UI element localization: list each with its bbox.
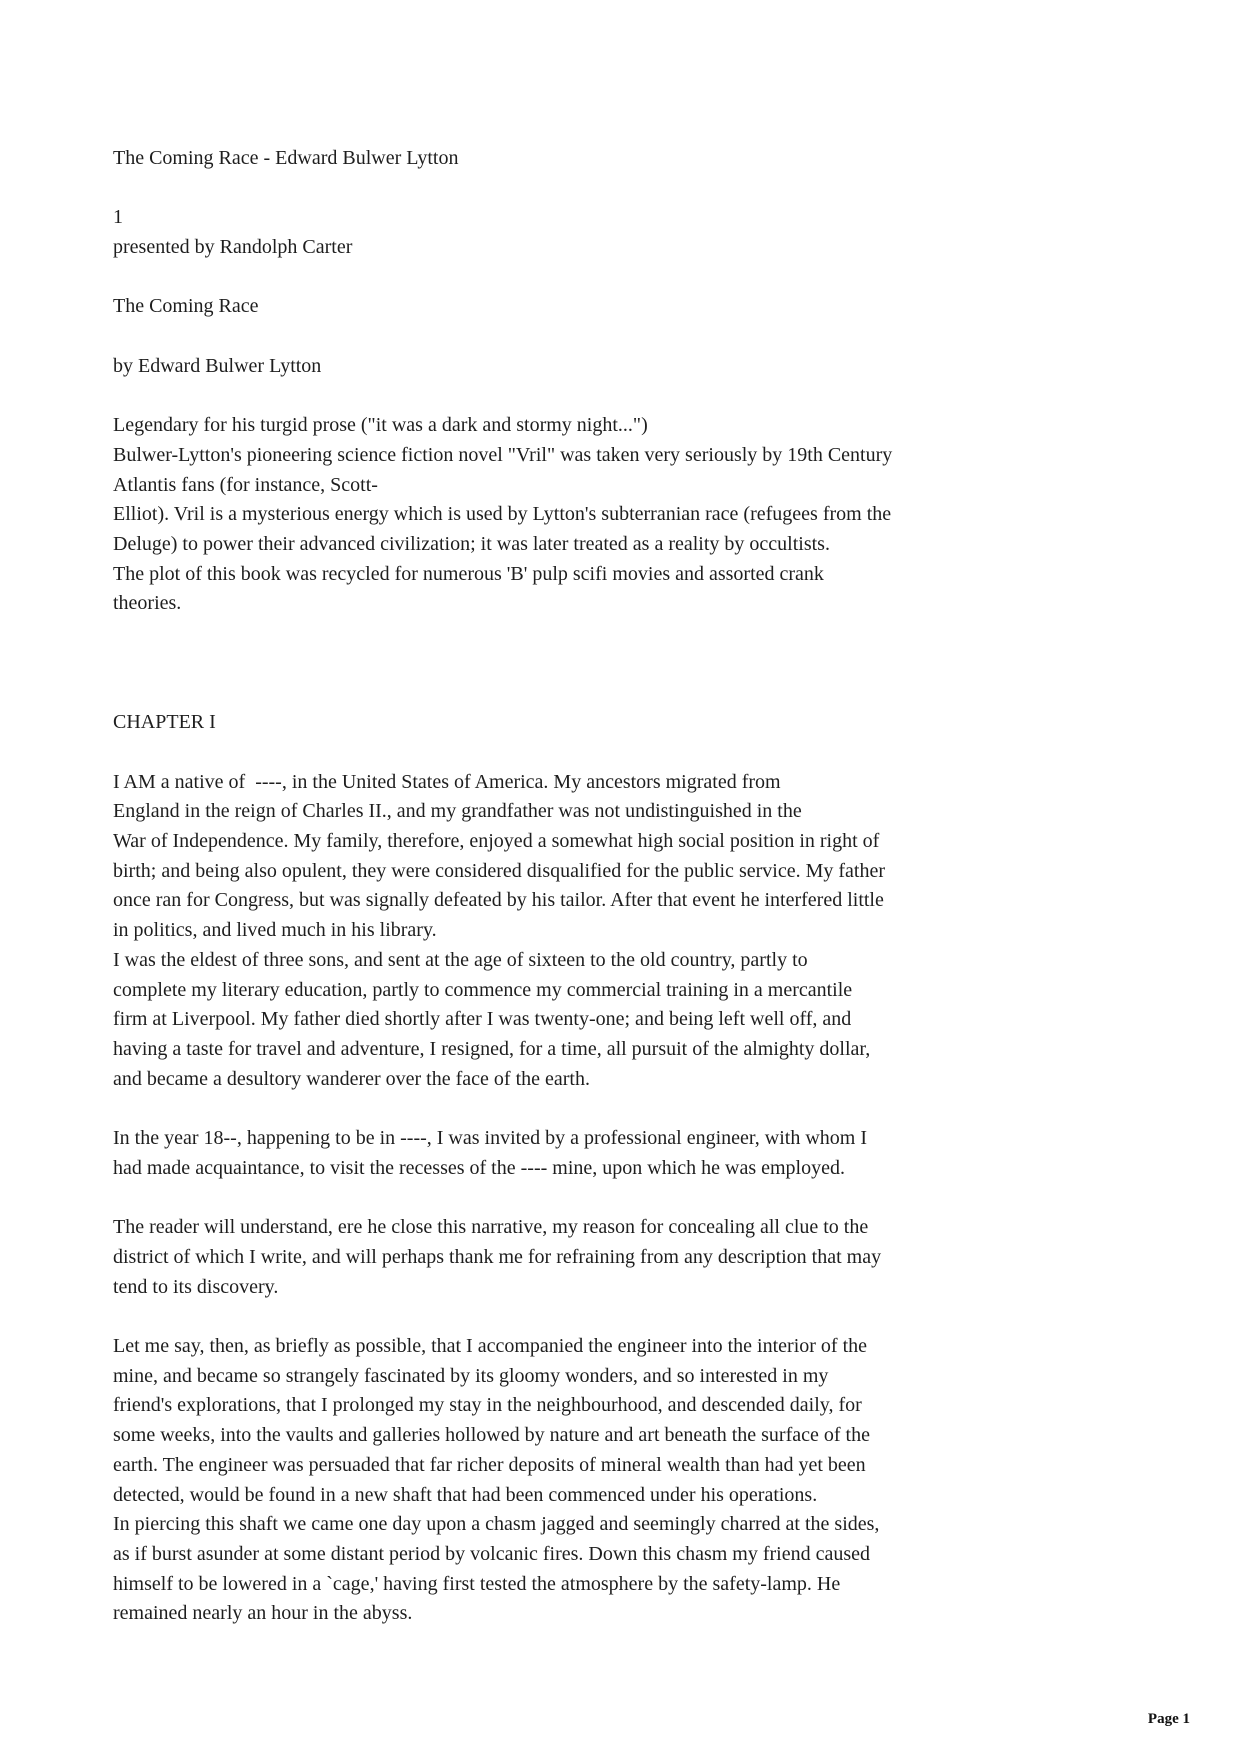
text-line: I was the eldest of three sons, and sent at the age of sixteen to the old country, partly to	[113, 948, 808, 971]
text-line: England in the reign of Charles II., and my grandfather was not undistinguished in the	[113, 800, 802, 823]
text-line: complete my literary education, partly to commence my commercial training in a mercantile	[113, 978, 853, 1001]
text-line: War of Independence. My family, therefore, enjoyed a somewhat high social position in right of	[113, 830, 880, 853]
text-line: theories.	[113, 592, 182, 615]
text-line: presented by Randolph Carter	[113, 236, 353, 259]
text-line: Atlantis fans (for instance, Scott-	[113, 473, 378, 496]
text-line: earth. The engineer was persuaded that far richer deposits of mineral wealth than had yet been	[113, 1453, 866, 1476]
text-line: detected, would be found in a new shaft that had been commenced under his operations.	[113, 1483, 818, 1506]
text-line: firm at Liverpool. My father died shortly after I was twenty-one; and being left well off, and	[113, 1008, 852, 1031]
text-line: some weeks, into the vaults and galleries hollowed by nature and art beneath the surface of the	[113, 1424, 870, 1447]
text-line: In piercing this shaft we came one day upon a chasm jagged and seemingly charred at the sides,	[113, 1513, 880, 1536]
text-line: had made acquaintance, to visit the recesses of the ---- mine, upon which he was employed.	[113, 1156, 845, 1179]
text-line: I AM a native of ----, in the United States of America. My ancestors migrated from	[113, 770, 781, 793]
text-line: birth; and being also opulent, they were considered disqualified for the public service. My father	[113, 859, 885, 882]
text-line: in politics, and lived much in his library.	[113, 919, 437, 942]
text-line: as if burst asunder at some distant period by volcanic fires. Down this chasm my friend caused	[113, 1542, 871, 1565]
paragraph-2	[113, 1124, 1143, 1183]
text-line: himself to be lowered in a `cage,' having first tested the atmosphere by the safety-lamp. He	[113, 1572, 841, 1595]
book-byline: by Edward Bulwer Lytton	[113, 354, 322, 377]
text-line: Deluge) to power their advanced civilization; it was later treated as a reality by occultists.	[113, 533, 830, 556]
presenter-block	[113, 203, 1143, 262]
intro-note	[113, 411, 1143, 619]
text-line: 1	[113, 206, 123, 229]
text-line: and became a desultory wanderer over the face of the earth.	[113, 1067, 590, 1090]
text-line: once ran for Congress, but was signally defeated by his tailor. After that event he interfered little	[113, 889, 884, 912]
paragraph-4	[113, 1332, 1143, 1629]
text-line: district of which I write, and will perhaps thank me for refraining from any description that may	[113, 1245, 882, 1268]
text-line: having a taste for travel and adventure, I resigned, for a time, all pursuit of the almighty dollar,	[113, 1038, 871, 1060]
book-title: The Coming Race	[113, 295, 259, 318]
document-header: The Coming Race - Edward Bulwer Lytton	[113, 147, 459, 169]
text-line: Elliot). Vril is a mysterious energy which is used by Lytton's subterranian race (refugees from the	[113, 503, 892, 526]
page-number: Page 1	[1147, 1711, 1190, 1727]
text-line: remained nearly an hour in the abyss.	[113, 1602, 413, 1625]
text-line: The reader will understand, ere he close this narrative, my reason for concealing all clue to the	[113, 1216, 869, 1239]
text-line: In the year 18--, happening to be in ----, I was invited by a professional engineer, with whom I	[113, 1127, 867, 1150]
text-line: Let me say, then, as briefly as possible, that I accompanied the engineer into the interior of the	[113, 1334, 868, 1357]
paragraph-1	[113, 768, 1143, 1095]
text-line: The plot of this book was recycled for numerous 'B' pulp scifi movies and assorted crank	[113, 562, 824, 585]
text-line: Legendary for his turgid prose ("it was a dark and stormy night...")	[113, 414, 648, 437]
text-line: tend to its discovery.	[113, 1275, 279, 1298]
text-line: friend's explorations, that I prolonged my stay in the neighbourhood, and descended daily, for	[113, 1394, 862, 1417]
page-content	[113, 144, 1143, 1629]
paragraph-3	[113, 1213, 1143, 1302]
text-line: mine, and became so strangely fascinated by its gloomy wonders, and so interested in my	[113, 1364, 829, 1387]
text-line: Bulwer-Lytton's pioneering science fiction novel "Vril" was taken very seriously by 19th Century	[113, 443, 893, 466]
chapter-heading: CHAPTER I	[113, 711, 216, 734]
